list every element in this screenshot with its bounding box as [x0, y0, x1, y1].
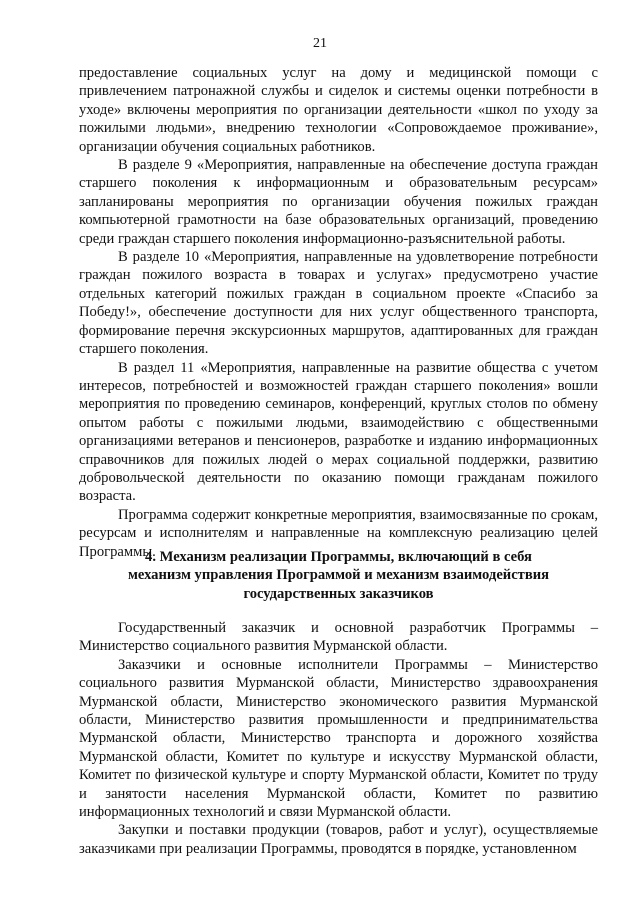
- paragraph: предоставление социальных услуг на дому и медицинской помощи с привлечением патронажной службы и сиделок и системы оценки потребности в уходе» включены мероприятия по организации деятельности «школ по уходу за пожилыми людьми», внедрению технологии «Сопровождаемое проживание», организации обучения социальных работников.: [79, 65, 598, 155]
- body-text-bottom: [79, 619, 598, 858]
- paragraph: В разделе 9 «Мероприятия, направленные на обеспечение доступа граждан старшего поколения к информационным и образовательным ресурсам» запланированы мероприятия по организации обучения пожилых граждан компьютерной грамотности на базе образовательных организаций, проведению среди граждан старшего поколения информационно-разъяснительной работы.: [79, 157, 598, 247]
- paragraph: Закупки и поставки продукции (товаров, работ и услуг), осуществляемые заказчиками при реализации Программы, проводятся в порядке, установленном: [79, 822, 598, 857]
- paragraph: Государственный заказчик и основной разработчик Программы – Министерство социального развития Мурманской области.: [79, 620, 598, 655]
- section-heading: [79, 548, 598, 603]
- paragraph: В разделе 10 «Мероприятия, направленные на удовлетворение потребности граждан пожилого возраста в товарах и услугах» предусмотрено участие отдельных категорий пожилых граждан в социальном проекте «Спасибо за Победу!», обеспечение доступности для них услуг общественного транспорта, формирование перечня экскурсионных маршрутов, адаптированных для граждан старшего поколения.: [79, 249, 598, 358]
- heading-line: государственных заказчиков: [243, 585, 434, 602]
- body-text-top: [79, 64, 598, 561]
- paragraph: В раздел 11 «Мероприятия, направленные на развитие общества с учетом интересов, потребностей и возможностей граждан старшего поколения» вошли мероприятия по проведению семинаров, конференций, круглых столов по обмену опытом работы с пожилыми людьми, взаимодействию с общественными организациями ветеранов и пенсионеров, разработке и изданию информационных справочников для пожилых людей о мерах социальной поддержки, развитию добровольческой деятельности по оказанию помощи гражданам пожилого возраста.: [79, 359, 598, 505]
- paragraph: Программа содержит конкретные мероприятия, взаимосвязанные по срокам, ресурсам и исполнителям и направленные на комплексную реализацию целей Программы.: [79, 506, 598, 560]
- paragraph: Заказчики и основные исполнители Программы – Министерство социального развития Мурманской области, Министерство здравоохранения Мурманской области, Министерство экономического развития Мурманской области, Министерство развития промышленности и предпринимательства Мурманской области, Министерство транспорта и дорожного хозяйства Мурманской области, Комитет по культуре и искусству Мурманской области, Комитет по физической культуре и спорту Мурманской области, Комитет по труду и занятости населения Мурманской области, Комитет по развитию информационных технологий и связи Мурманской области.: [79, 656, 598, 821]
- heading-line: механизм управления Программой и механизм взаимодействия: [127, 567, 550, 584]
- page-number: 21: [313, 36, 327, 51]
- heading-line: 4. Механизм реализации Программы, включающий в себя: [145, 549, 532, 565]
